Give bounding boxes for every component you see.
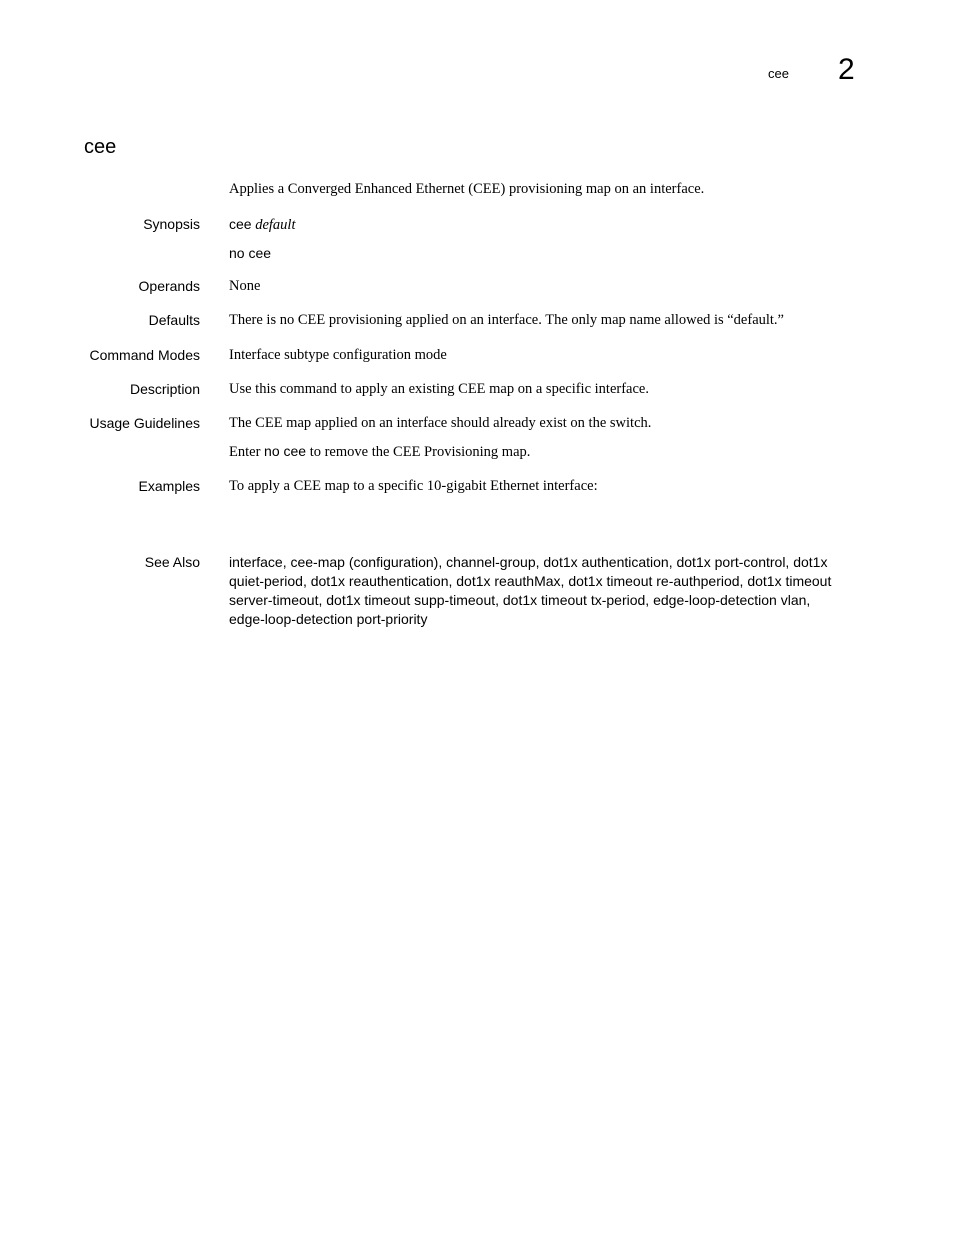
see-also-links: interface, cee-map (configuration), channel-group, dot1x authentication, dot1x port-control, dot1x quiet-period, dot1x reauthentication, dot1x reauthMax, dot1x timeout re-authperiod, dot1x timeout server-timeout, dot1x timeout supp-timeout, dot1x timeout tx-period, edge-loop-detection vlan, edge-loop-detection port-priority xyxy=(229,554,832,627)
defaults-text: There is no CEE provisioning applied on an interface. The only map name allowed is “default.” xyxy=(229,312,784,328)
usage-guidelines-text-2 xyxy=(229,442,854,461)
usage-guidelines-content xyxy=(229,414,854,471)
command-modes-text: Interface subtype configuration mode xyxy=(229,347,447,363)
synopsis-negate-command: no cee xyxy=(229,245,272,261)
running-title: cee xyxy=(768,66,789,81)
usage-enter-prefix: Enter xyxy=(229,444,261,460)
command-intro: Applies a Converged Enhanced Ethernet (CEE) provisioning map on an interface. xyxy=(229,181,705,197)
section-label-see-also: See Also xyxy=(144,554,200,570)
synopsis-content xyxy=(229,215,854,273)
synopsis-argument: default xyxy=(255,217,296,233)
usage-command: no cee xyxy=(264,443,307,459)
synopsis-command: cee xyxy=(229,216,252,232)
chapter-number: 2 xyxy=(838,53,855,86)
synopsis-line-1 xyxy=(229,215,854,234)
section-label-usage-guidelines: Usage Guidelines xyxy=(89,415,200,431)
examples-text: To apply a CEE map to a specific 10-gigabit Ethernet interface: xyxy=(229,478,598,494)
section-label-description: Description xyxy=(129,381,200,397)
section-label-defaults: Defaults xyxy=(148,312,200,328)
section-label-command-modes: Command Modes xyxy=(89,347,200,363)
synopsis-line-2 xyxy=(229,244,854,263)
description-text: Use this command to apply an existing CEE map on a specific interface. xyxy=(229,381,649,397)
operands-text: None xyxy=(229,278,261,294)
section-label-examples: Examples xyxy=(138,478,200,494)
usage-enter-suffix: to remove the CEE Provisioning map. xyxy=(309,444,531,460)
section-label-operands: Operands xyxy=(138,278,200,294)
command-title: cee xyxy=(84,136,117,158)
usage-guidelines-text-1: The CEE map applied on an interface should already exist on the switch. xyxy=(229,415,652,431)
section-label-synopsis: Synopsis xyxy=(143,216,200,232)
